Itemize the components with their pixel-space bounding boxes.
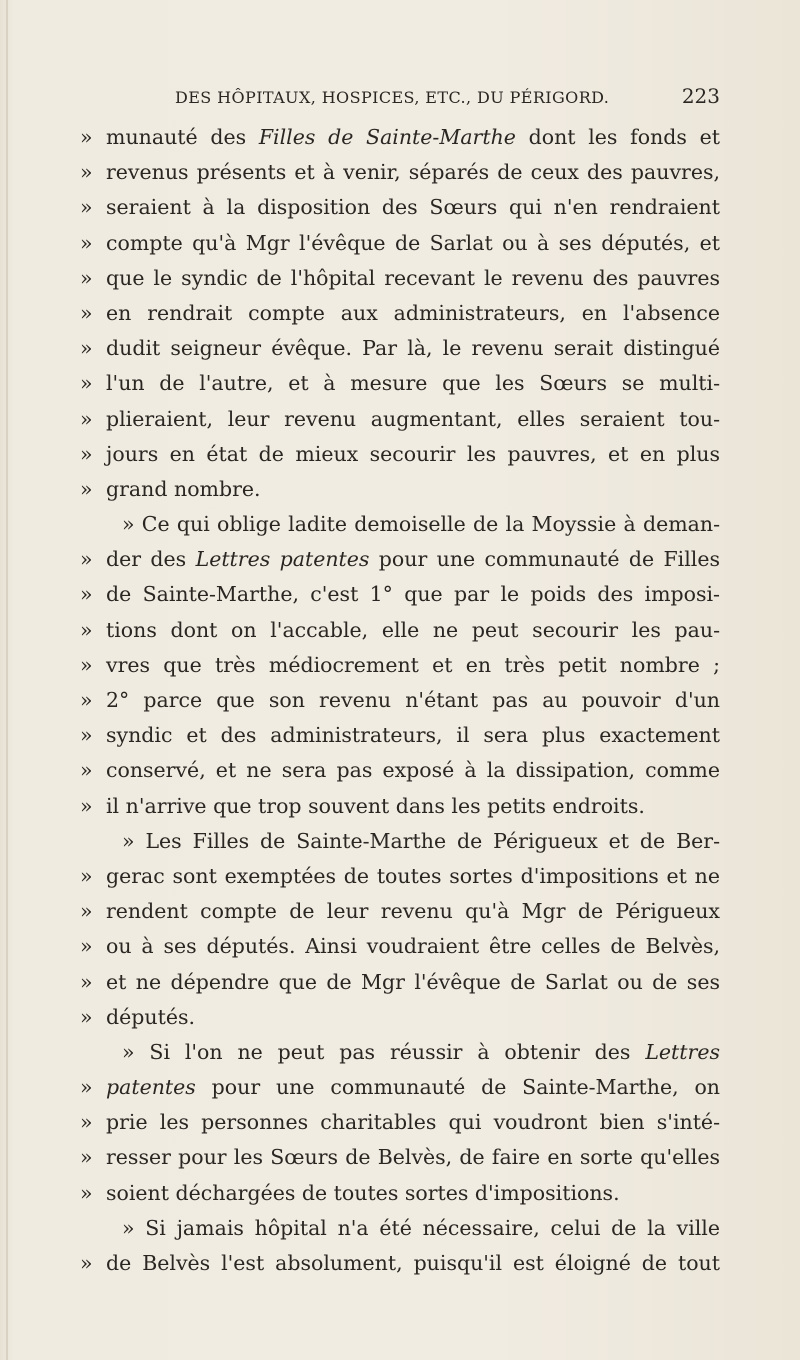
line-text: conservé, et ne sera pas exposé à la dissipation, comme — [106, 758, 720, 783]
text-line — [80, 1070, 720, 1105]
quote-mark: » — [80, 1004, 93, 1029]
line-text: jours en état de mieux secourir les pauvres, et en plus — [106, 441, 720, 466]
quote-mark: » — [80, 1251, 93, 1275]
line-text: grand nombre. — [106, 476, 261, 501]
text-line — [80, 1211, 720, 1246]
line-text: seraient à la disposition des Sœurs qui n'en rendraient — [106, 195, 720, 220]
quote-mark: » — [80, 969, 93, 994]
text-line — [80, 366, 720, 401]
line-text: 2° parce que son revenu n'étant pas au pouvoir d'un — [106, 688, 720, 712]
text-line — [80, 1140, 720, 1175]
quote-mark: » — [80, 863, 93, 888]
text-line — [80, 718, 720, 753]
page-number: 223 — [681, 84, 720, 108]
body-text — [80, 120, 720, 1281]
line-text: députés. — [106, 1004, 195, 1029]
quote-mark: » — [80, 1075, 93, 1100]
line-text: » Si l'on ne peut pas réussir à obtenir des — [122, 1039, 646, 1064]
line-text: revenus présents et à venir, séparés de ceux des pauvres, — [106, 160, 720, 185]
quote-mark: » — [80, 441, 93, 466]
quote-mark: » — [80, 371, 93, 396]
quote-mark: » — [80, 265, 93, 290]
text-line — [80, 296, 720, 331]
text-line — [80, 577, 720, 612]
quote-mark: » — [80, 230, 93, 255]
line-text: » Les Filles de Sainte-Marthe de Périgueux et de Ber- — [122, 828, 720, 853]
line-text: que le syndic de l'hôpital recevant le revenu des pauvres — [106, 265, 720, 290]
quote-mark: » — [80, 476, 93, 501]
text-line — [80, 789, 720, 824]
quote-mark: » — [80, 1180, 93, 1205]
text-line — [80, 331, 720, 366]
line-text: munauté des — [106, 125, 259, 149]
text-line — [80, 648, 720, 683]
quote-mark: » — [80, 195, 93, 220]
text-line — [80, 929, 720, 964]
quote-mark: » — [80, 1145, 93, 1170]
text-line — [80, 859, 720, 894]
quote-mark: » — [80, 160, 93, 185]
line-text: et ne dépendre que de Mgr l'évêque de Sarlat ou de ses — [106, 969, 720, 994]
quote-mark: » — [80, 406, 93, 431]
running-title: DES HÔPITAUX, HOSPICES, ETC., DU PÉRIGORD. — [175, 88, 610, 107]
italic-title: Lettres — [645, 1039, 720, 1064]
text-line — [80, 894, 720, 929]
quote-mark: » — [80, 125, 93, 149]
line-text: prie les personnes charitables qui voudront bien s'inté- — [106, 1110, 720, 1135]
line-text-tail: pour une communauté de Filles — [369, 547, 720, 572]
quote-mark: » — [80, 652, 93, 677]
text-line — [80, 261, 720, 296]
italic-title: Filles de Sainte-Marthe — [258, 125, 516, 149]
quote-mark: » — [80, 1110, 93, 1135]
text-line — [80, 753, 720, 788]
text-line — [80, 190, 720, 225]
quote-mark: » — [80, 793, 93, 818]
line-text-tail: pour une communauté de Sainte-Marthe, on — [195, 1075, 720, 1100]
text-line — [80, 1176, 720, 1211]
text-line — [80, 507, 720, 542]
text-line — [80, 1000, 720, 1035]
line-text: de Sainte-Marthe, c'est 1° que par le poids des imposi- — [106, 582, 720, 607]
text-line — [80, 402, 720, 437]
text-line — [80, 542, 720, 577]
text-line — [80, 1105, 720, 1140]
page-edge-shadow — [6, 0, 8, 1360]
text-line — [80, 824, 720, 859]
text-line — [80, 1035, 720, 1070]
running-header — [175, 84, 720, 112]
text-line — [80, 683, 720, 718]
text-line — [80, 472, 720, 507]
text-line — [80, 155, 720, 190]
quote-mark: » — [80, 758, 93, 783]
line-text: compte qu'à Mgr l'évêque de Sarlat ou à ses députés, et — [106, 230, 720, 255]
quote-mark: » — [80, 934, 93, 959]
text-line — [80, 965, 720, 1000]
text-line — [80, 613, 720, 648]
line-text: il n'arrive que trop souvent dans les petits endroits. — [106, 793, 645, 818]
line-text: syndic et des administrateurs, il sera plus exactement — [106, 723, 720, 748]
line-text: » Ce qui oblige ladite demoiselle de la Moyssie à deman- — [122, 512, 720, 537]
quote-mark: » — [80, 899, 93, 924]
line-text: gerac sont exemptées de toutes sortes d'impositions et ne — [106, 863, 720, 888]
line-text: rendent compte de leur revenu qu'à Mgr de Périgueux — [106, 899, 720, 924]
quote-mark: » — [80, 723, 93, 748]
text-line — [80, 1246, 720, 1281]
quote-mark: » — [80, 547, 93, 572]
line-text: tions dont on l'accable, elle ne peut secourir les pau- — [106, 617, 720, 642]
line-text: en rendrait compte aux administrateurs, en l'absence — [106, 300, 720, 325]
text-line — [80, 120, 720, 155]
quote-mark: » — [80, 617, 93, 642]
line-text: der des — [106, 547, 196, 572]
text-line — [80, 226, 720, 261]
line-text-tail: dont les fonds et — [515, 125, 720, 149]
italic-title: patentes — [106, 1075, 196, 1100]
line-text: de Belvès l'est absolument, puisqu'il est éloigné de tout — [106, 1251, 720, 1275]
line-text: soient déchargées de toutes sortes d'impositions. — [106, 1180, 620, 1205]
line-text: l'un de l'autre, et à mesure que les Sœurs se multi- — [106, 371, 720, 396]
line-text: vres que très médiocrement et en très petit nombre ; — [106, 652, 720, 677]
italic-title: Lettres patentes — [195, 547, 370, 572]
line-text: plieraient, leur revenu augmentant, elles seraient tou- — [106, 406, 720, 431]
line-text: ou à ses députés. Ainsi voudraient être celles de Belvès, — [106, 934, 720, 959]
quote-mark: » — [80, 336, 93, 361]
quote-mark: » — [80, 582, 93, 607]
quote-mark: » — [80, 688, 93, 712]
quote-mark: » — [80, 300, 93, 325]
line-text: resser pour les Sœurs de Belvès, de faire en sorte qu'elles — [106, 1145, 720, 1170]
line-text: » Si jamais hôpital n'a été nécessaire, celui de la ville — [122, 1215, 720, 1240]
line-text: dudit seigneur évêque. Par là, le revenu serait distingué — [106, 336, 720, 361]
text-line — [80, 437, 720, 472]
